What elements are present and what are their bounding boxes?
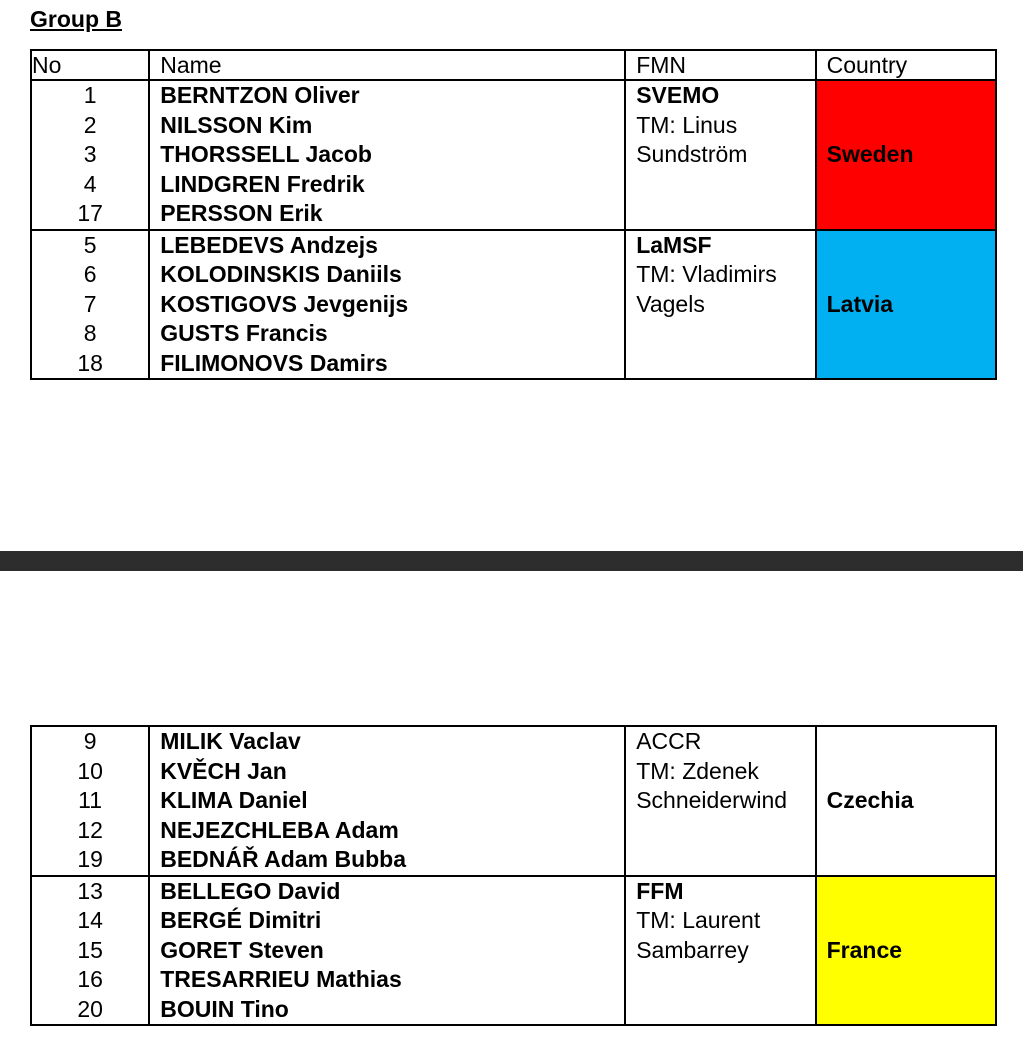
header-no: No bbox=[31, 50, 149, 80]
rider-name: BERNTZON Oliver bbox=[160, 82, 360, 108]
team-manager-line: TM: Zdenek bbox=[636, 757, 759, 784]
group-table-top bbox=[30, 49, 997, 380]
team-row bbox=[31, 876, 996, 1026]
team-manager-line: Sambarrey bbox=[636, 936, 749, 963]
rider-number: 14 bbox=[77, 907, 103, 933]
rider-number: 6 bbox=[83, 261, 97, 287]
rider-number: 4 bbox=[83, 170, 97, 197]
rider-number: 7 bbox=[83, 290, 97, 317]
team-manager-line: Schneiderwind bbox=[636, 787, 788, 813]
rider-name: KLIMA Daniel bbox=[160, 787, 308, 813]
fmn-name: ACCR bbox=[636, 728, 702, 754]
rider-name: BEDNÁŘ Adam Bubba bbox=[160, 846, 407, 872]
rider-names bbox=[149, 230, 625, 380]
team-manager-line: TM: Vladimirs bbox=[636, 261, 777, 287]
rider-name: LEBEDEVS Andzejs bbox=[160, 231, 378, 258]
rider-number: 12 bbox=[77, 816, 103, 843]
header-name: Name bbox=[149, 50, 625, 80]
rider-name: NILSSON Kim bbox=[160, 111, 313, 138]
rider-number: 18 bbox=[77, 349, 103, 376]
rider-name: GUSTS Francis bbox=[160, 320, 328, 346]
country-cell: France bbox=[816, 876, 996, 1026]
rider-name: LINDGREN Fredrik bbox=[160, 170, 365, 197]
team-manager-line: TM: Laurent bbox=[636, 907, 761, 933]
rider-number: 9 bbox=[83, 728, 97, 754]
team-manager-line: Vagels bbox=[636, 290, 705, 317]
fmn-cell bbox=[625, 876, 815, 1026]
rider-name: GORET Steven bbox=[160, 936, 324, 963]
country-cell: Latvia bbox=[816, 230, 996, 380]
rider-number: 19 bbox=[77, 846, 103, 872]
rider-numbers bbox=[31, 726, 149, 876]
rider-name: KOSTIGOVS Jevgenijs bbox=[160, 290, 409, 317]
rider-name: MILIK Vaclav bbox=[160, 728, 301, 754]
rider-numbers bbox=[31, 80, 149, 230]
fmn-name: LaMSF bbox=[636, 231, 712, 258]
rider-name: BERGÉ Dimitri bbox=[160, 907, 322, 933]
team-row bbox=[31, 230, 996, 380]
header-country: Country bbox=[816, 50, 996, 80]
rider-name: BELLEGO David bbox=[160, 877, 341, 904]
team-manager-line: TM: Linus bbox=[636, 111, 738, 138]
rider-name: PERSSON Erik bbox=[160, 200, 323, 226]
rider-number: 15 bbox=[77, 936, 103, 963]
fmn-cell bbox=[625, 726, 815, 876]
rider-name: TRESARRIEU Mathias bbox=[160, 966, 402, 992]
rider-numbers bbox=[31, 876, 149, 1026]
rider-name: FILIMONOVS Damirs bbox=[160, 349, 388, 376]
header-row bbox=[31, 50, 996, 80]
rider-number: 13 bbox=[77, 877, 103, 904]
team-row bbox=[31, 726, 996, 876]
rider-names bbox=[149, 80, 625, 230]
rider-name: NEJEZCHLEBA Adam bbox=[160, 816, 399, 843]
rider-name: BOUIN Tino bbox=[160, 995, 289, 1022]
fmn-cell bbox=[625, 230, 815, 380]
team-row bbox=[31, 80, 996, 230]
fmn-cell bbox=[625, 80, 815, 230]
group-title: Group B bbox=[30, 6, 122, 32]
fmn-name: SVEMO bbox=[636, 82, 720, 108]
country-cell: Sweden bbox=[816, 80, 996, 230]
rider-number: 20 bbox=[77, 995, 103, 1022]
rider-names bbox=[149, 726, 625, 876]
team-manager-line: Sundström bbox=[636, 141, 748, 167]
rider-number: 8 bbox=[83, 320, 97, 346]
group-table-bottom bbox=[30, 725, 997, 1026]
fmn-name: FFM bbox=[636, 877, 684, 904]
rider-number: 11 bbox=[78, 787, 103, 813]
header-fmn: FMN bbox=[625, 50, 815, 80]
country-cell: Czechia bbox=[816, 726, 996, 876]
rider-number: 5 bbox=[83, 231, 97, 258]
rider-number: 10 bbox=[77, 757, 103, 784]
rider-number: 16 bbox=[77, 966, 103, 992]
rider-numbers bbox=[31, 230, 149, 380]
page-divider bbox=[0, 551, 1023, 571]
rider-number: 3 bbox=[83, 141, 97, 167]
rider-name: KVĚCH Jan bbox=[160, 757, 287, 784]
rider-name: KOLODINSKIS Daniils bbox=[160, 261, 402, 287]
rider-number: 2 bbox=[83, 111, 97, 138]
rider-names bbox=[149, 876, 625, 1026]
rider-name: THORSSELL Jacob bbox=[160, 141, 372, 167]
rider-number: 1 bbox=[83, 82, 97, 108]
rider-number: 17 bbox=[77, 200, 103, 226]
